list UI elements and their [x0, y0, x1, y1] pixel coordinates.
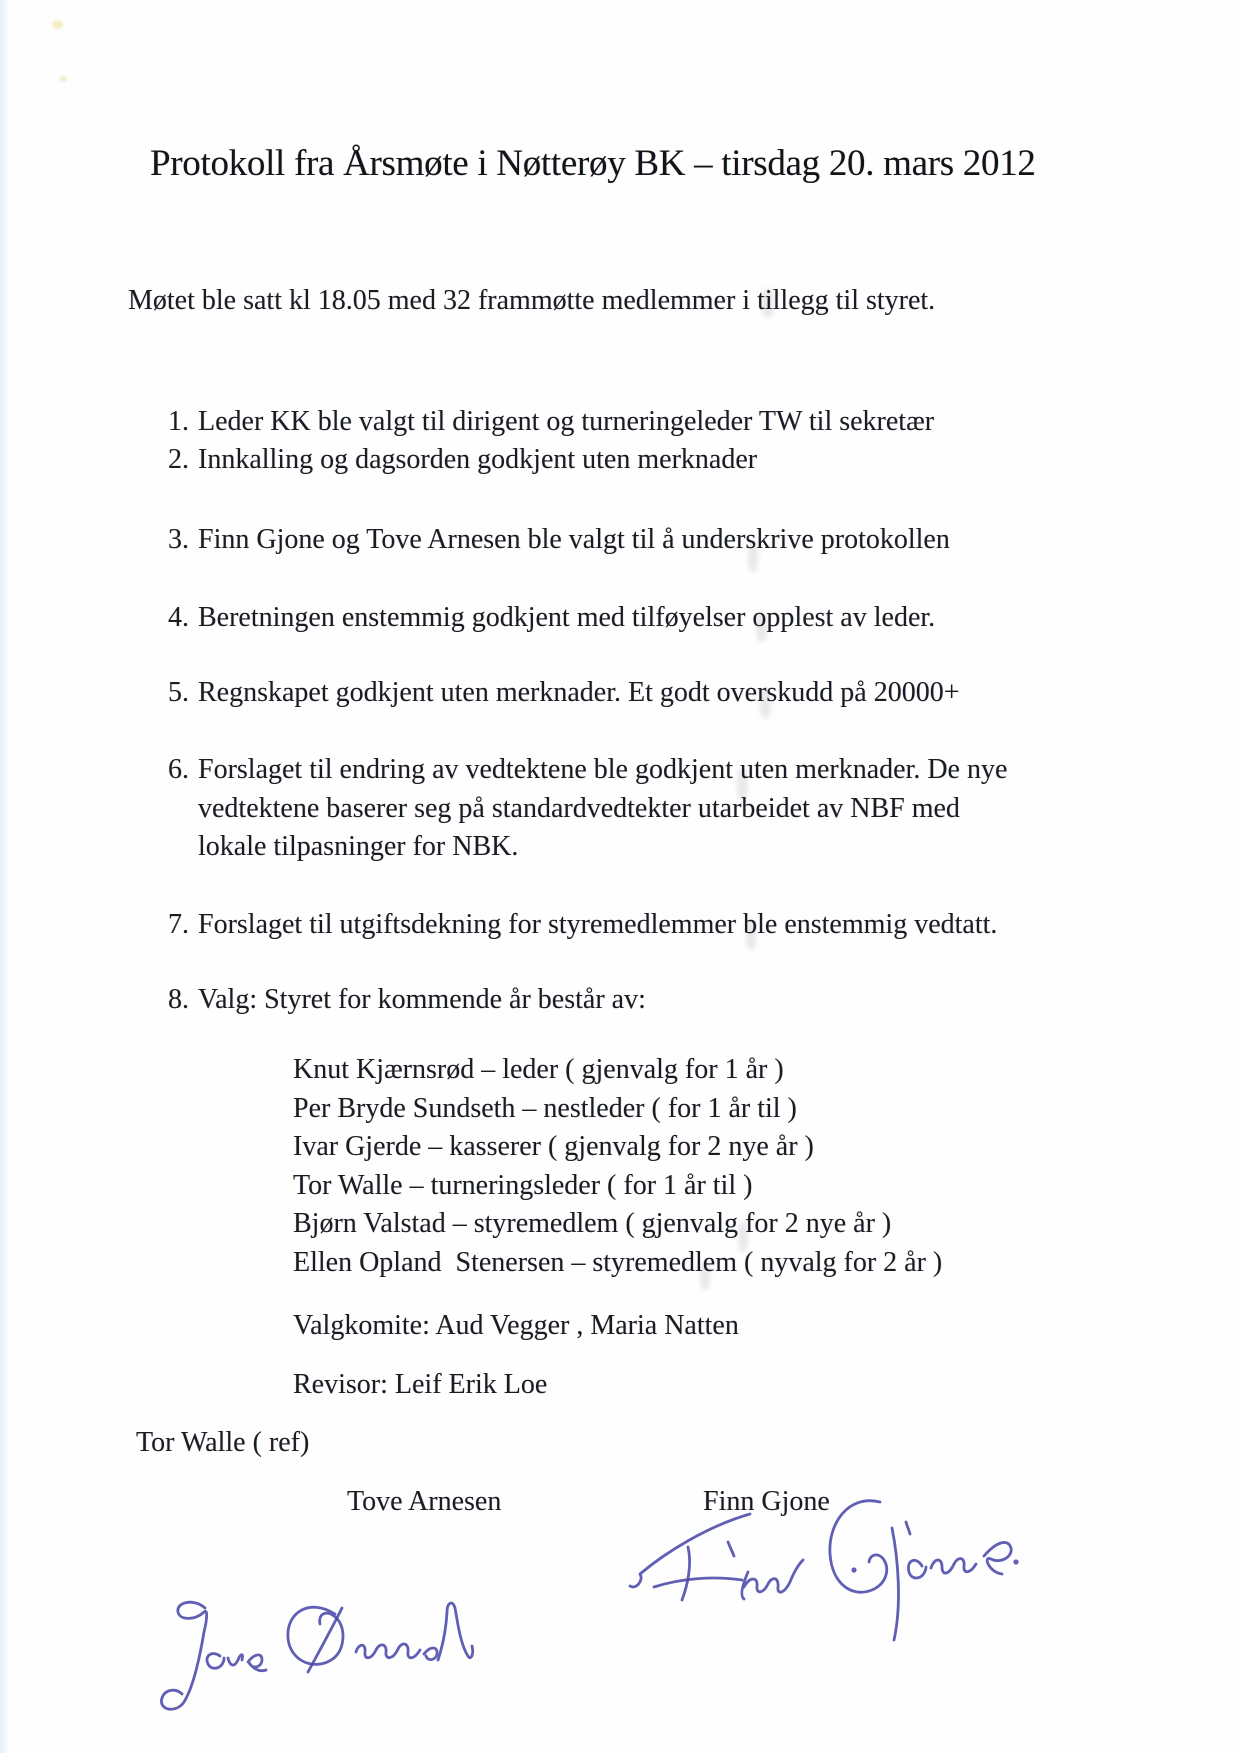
list-item-7: [168, 906, 997, 944]
list-item-6-line-1: Forslaget til endring av vedtektene ble godkjent uten merknader. De nye: [198, 754, 1008, 785]
typed-name-finn-gjone: Finn Gjone: [703, 1486, 830, 1517]
list-item-6: [168, 751, 1007, 867]
board-member-styremedlem-2: Ellen Opland Stenersen – styremedlem ( nyvalg for 2 år ): [293, 1246, 943, 1278]
signature-stroke: [728, 1542, 734, 1556]
list-item-8-number: 8.: [168, 984, 189, 1015]
typed-name-tove-arnesen: Tove Arnesen: [347, 1486, 502, 1517]
list-item-8: [168, 981, 646, 1019]
list-item-3-text: Finn Gjone og Tove Arnesen ble valgt til å underskrive protokollen: [198, 524, 950, 555]
signature-ink-dot: [851, 1567, 856, 1572]
board-member-leder: Knut Kjærnsrød – leder ( gjenvalg for 1 år ): [293, 1054, 784, 1085]
tove-arnesen-signature: [150, 1594, 490, 1722]
board-member-nestleder: Per Bryde Sundseth – nestleder ( for 1 år til ): [293, 1092, 797, 1124]
list-item-5-text: Regnskapet godkjent uten merknader. Et godt overskudd på 20000+: [198, 677, 960, 708]
list-item-5: [168, 674, 960, 712]
referent-line: Tor Walle ( ref): [136, 1427, 310, 1458]
signature-stroke: [207, 1654, 266, 1671]
list-item-8-text: Valg: Styret for kommende år består av:: [198, 984, 646, 1015]
list-item-3: [168, 521, 950, 559]
list-item-6-text: [198, 751, 1007, 867]
list-item-2: [168, 441, 757, 479]
revisor-line: Revisor: Leif Erik Loe: [293, 1369, 548, 1400]
finn-gjone-signature: [622, 1492, 1022, 1662]
list-item-1-text: Leder KK ble valgt til dirigent og turneringeleder TW til sekretær: [198, 406, 935, 437]
scan-speck: [60, 76, 67, 82]
board-member-list: [293, 1051, 942, 1282]
signature-stroke: [438, 1603, 473, 1660]
signature-stroke: [908, 1559, 976, 1578]
list-item-4-number: 4.: [168, 602, 189, 633]
signature-stroke: [356, 1644, 437, 1660]
board-member-styremedlem-1: Bjørn Valstad – styremedlem ( gjenvalg for 2 nye år ): [293, 1208, 892, 1239]
signature-stroke: [161, 1602, 206, 1709]
list-item-1: [168, 403, 934, 441]
signature-stroke: [906, 1522, 910, 1534]
signature-stroke: [892, 1528, 898, 1640]
board-member-turneringsleder: Tor Walle – turneringsleder ( for 1 år til ): [293, 1169, 753, 1201]
signature-stroke: [984, 1542, 1011, 1574]
page-title: Protokoll fra Årsmøte i Nøtterøy BK – tirsdag 20. mars 2012: [150, 143, 1036, 184]
list-item-2-text: Innkalling og dagsorden godkjent uten merknader: [198, 444, 758, 475]
list-item-6-number: 6.: [168, 754, 189, 785]
list-item-1-number: 1.: [168, 406, 189, 437]
list-item-6-line-2: vedtektene baserer seg på standardvedtekter utarbeidet av NBF med: [198, 792, 960, 824]
board-member-kasserer: Ivar Gjerde – kasserer ( gjenvalg for 2 nye år ): [293, 1131, 814, 1162]
list-item-4-text: Beretningen enstemmig godkjent med tilføyelser opplest av leder.: [198, 602, 936, 633]
signature-stroke: [682, 1547, 690, 1600]
signature-period-dot: [1013, 1559, 1018, 1564]
scan-speck: [52, 20, 63, 29]
list-item-5-number: 5.: [168, 677, 189, 708]
list-item-4: [168, 599, 935, 637]
list-item-6-line-3: lokale tilpasninger for NBK.: [198, 831, 519, 862]
list-item-7-text: Forslaget til utgiftsdekning for styremedlemmer ble enstemmig vedtatt.: [198, 909, 998, 940]
signature-stroke: [654, 1578, 742, 1587]
intro-paragraph: Møtet ble satt kl 18.05 med 32 frammøtte medlemmer i tillegg til styret.: [128, 285, 936, 316]
valgkomite-line: Valgkomite: Aud Vegger , Maria Natten: [293, 1310, 739, 1341]
list-item-7-number: 7.: [168, 909, 189, 940]
list-item-2-number: 2.: [168, 444, 189, 475]
list-item-3-number: 3.: [168, 524, 189, 555]
signature-stroke: [742, 1560, 803, 1599]
signature-stroke: [830, 1501, 887, 1593]
